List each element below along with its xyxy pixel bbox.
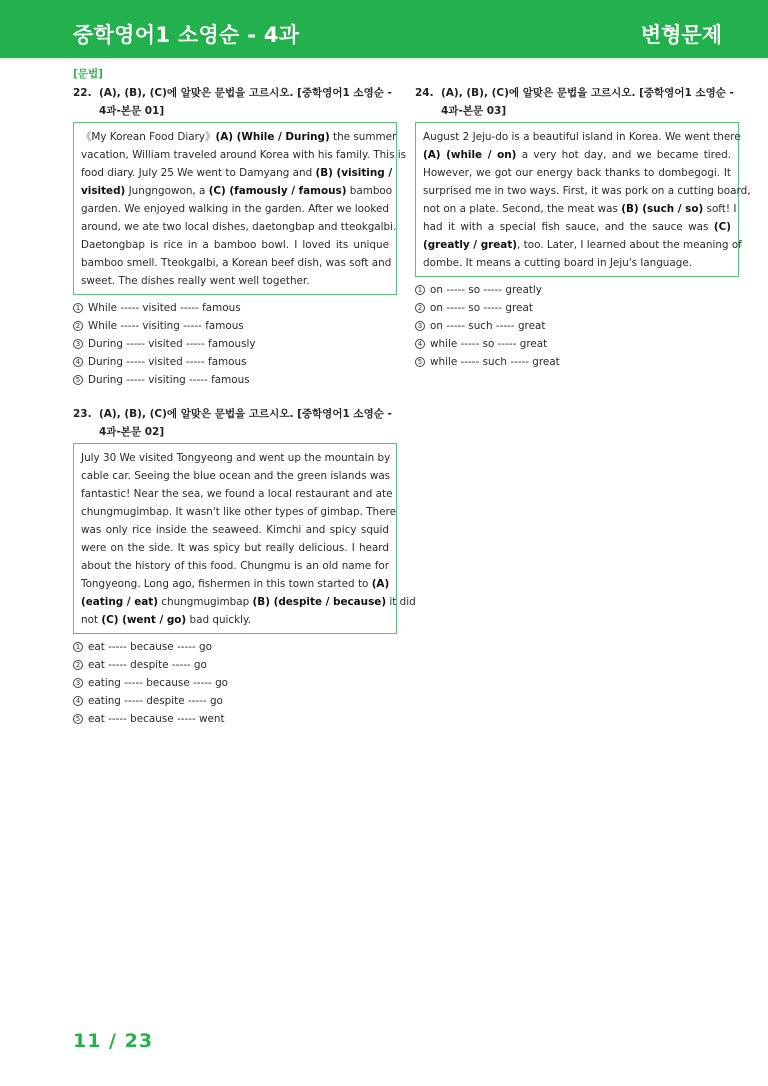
question-number: 22. <box>73 87 92 99</box>
answer-choice-5[interactable] <box>73 371 397 389</box>
passage-box <box>73 443 416 634</box>
blank-option: (A) <box>371 578 390 590</box>
choice-number-circle: 4 <box>73 357 83 367</box>
question-prompt-text: (A), (B), (C)에 알맞은 문법을 고르시오. [중학영어1 소영순 - <box>441 87 734 99</box>
choice-text: During ----- visiting ----- famous <box>88 374 250 386</box>
passage-line: (greatly / great), too. Later, I learned about the meaning of <box>423 239 742 251</box>
choice-number-circle: 2 <box>73 321 83 331</box>
passage-line: (eating / eat) chungmugimbap (B) (despite / because) it did <box>81 596 416 608</box>
passage-line: not (C) (went / go) bad quickly. <box>81 614 252 626</box>
answer-choice-4[interactable] <box>73 692 397 710</box>
blank-option: (eating / eat) <box>81 596 158 608</box>
answer-choice-2[interactable] <box>415 299 739 317</box>
answer-choice-5[interactable] <box>415 353 739 371</box>
passage-line: were on the side. It was spicy but really delicious. I heard <box>81 542 389 554</box>
answer-choices <box>415 281 739 371</box>
blank-option: (C) <box>713 221 731 233</box>
question-source: 4과-본문 01] <box>99 105 165 117</box>
choice-number-circle: 3 <box>415 321 425 331</box>
answer-choice-2[interactable] <box>73 656 397 674</box>
answer-choice-1[interactable] <box>415 281 739 299</box>
passage-line: around, we ate two local dishes, daetongbap and tteokgalbi. <box>81 221 397 233</box>
choice-text: while ----- such ----- great <box>430 356 560 368</box>
passage-box <box>415 122 751 277</box>
question-prompt <box>73 84 397 120</box>
choice-number-circle: 1 <box>73 303 83 313</box>
question-22 <box>73 84 407 389</box>
answer-choice-1[interactable] <box>73 638 397 656</box>
choice-number-circle: 4 <box>415 339 425 349</box>
page-number: 11 / 23 <box>73 1030 154 1052</box>
choice-number-circle: 3 <box>73 339 83 349</box>
passage-line: 《My Korean Food Diary》(A) (While / During) the summer <box>81 131 397 143</box>
choice-number-circle: 3 <box>73 678 83 688</box>
passage-line: fantastic! Near the sea, we found a local restaurant and ate <box>81 488 393 500</box>
choice-text: During ----- visited ----- famously <box>88 338 256 350</box>
blank-option: visited) <box>81 185 126 197</box>
question-number: 23. <box>73 408 92 420</box>
choice-text: while ----- so ----- great <box>430 338 548 350</box>
passage-line: July 30 We visited Tongyeong and went up the mountain by <box>81 452 391 464</box>
question-24 <box>415 84 751 371</box>
question-source: 4과-본문 03] <box>441 105 507 117</box>
header-category: 변형문제 <box>640 23 722 47</box>
blank-option: (B) (such / so) <box>621 203 704 215</box>
passage-line: cable car. Seeing the blue ocean and the green islands was <box>81 470 391 482</box>
answer-choices <box>73 299 397 389</box>
passage-line: bamboo smell. Tteokgalbi, a Korean beef dish, was soft and <box>81 257 392 269</box>
page-title: 중학영어1 소영순 - 4과 <box>73 23 300 47</box>
passage-line: had it with a special fish sauce, and the sauce was (C) <box>423 221 731 233</box>
answer-choice-2[interactable] <box>73 317 397 335</box>
blank-option: (A) (while / on) <box>423 149 517 161</box>
question-source: 4과-본문 02] <box>99 426 165 438</box>
choice-text: eating ----- despite ----- go <box>88 695 223 707</box>
answer-choice-1[interactable] <box>73 299 397 317</box>
right-column <box>415 84 751 371</box>
passage-line: was only rice inside the seaweed. Kimchi and spicy squid <box>81 524 389 536</box>
passage-line: dombe. It means a cutting board in Jeju's language. <box>423 257 693 269</box>
choice-text: During ----- visited ----- famous <box>88 356 247 368</box>
choice-number-circle: 1 <box>415 285 425 295</box>
question-prompt <box>73 405 397 441</box>
answer-choices <box>73 638 397 728</box>
choice-number-circle: 5 <box>415 357 425 367</box>
choice-text: on ----- so ----- greatly <box>430 284 542 296</box>
question-23 <box>73 405 416 728</box>
choice-text: While ----- visited ----- famous <box>88 302 241 314</box>
passage-line: (A) (while / on) a very hot day, and we became tired. <box>423 149 731 161</box>
passage-line: Daetongbap is rice in a bamboo bowl. I loved its unique <box>81 239 389 251</box>
answer-choice-5[interactable] <box>73 710 397 728</box>
choice-text: While ----- visiting ----- famous <box>88 320 244 332</box>
passage-line: about the history of this food. Chungmu is an old name for <box>81 560 389 572</box>
answer-choice-4[interactable] <box>415 335 739 353</box>
header-divider <box>0 58 768 61</box>
passage-line: sweet. The dishes really went well together. <box>81 275 310 287</box>
passage-line: garden. We enjoyed walking in the garden. After we looked <box>81 203 389 215</box>
choice-number-circle: 4 <box>73 696 83 706</box>
blank-option: (B) (despite / because) <box>252 596 387 608</box>
choice-text: eating ----- because ----- go <box>88 677 229 689</box>
passage-line: vacation, William traveled around Korea with his family. This is <box>81 149 407 161</box>
question-prompt-text: (A), (B), (C)에 알맞은 문법을 고르시오. [중학영어1 소영순 - <box>99 408 392 420</box>
choice-number-circle: 5 <box>73 714 83 724</box>
choice-text: on ----- such ----- great <box>430 320 546 332</box>
choice-text: eat ----- despite ----- go <box>88 659 207 671</box>
blank-option: (A) (While / During) <box>215 131 330 143</box>
passage-line: visited) Jungngowon, a (C) (famously / famous) bamboo <box>81 185 393 197</box>
passage-line: food diary. July 25 We went to Damyang and (B) (visiting / <box>81 167 393 179</box>
choice-number-circle: 1 <box>73 642 83 652</box>
blank-option: (C) (famously / famous) <box>208 185 347 197</box>
question-number: 24. <box>415 87 434 99</box>
answer-choice-3[interactable] <box>73 335 397 353</box>
answer-choice-3[interactable] <box>415 317 739 335</box>
choice-number-circle: 2 <box>415 303 425 313</box>
choice-text: eat ----- because ----- went <box>88 713 225 725</box>
passage-box <box>73 122 407 295</box>
passage-line: surprised me in two ways. First, it was pork on a cutting board, <box>423 185 751 197</box>
blank-option: (greatly / great) <box>423 239 518 251</box>
choice-text: on ----- so ----- great <box>430 302 533 314</box>
section-tag: [문법] <box>73 68 103 80</box>
page-header <box>0 0 768 58</box>
answer-choice-3[interactable] <box>73 674 397 692</box>
choice-text: eat ----- because ----- go <box>88 641 212 653</box>
passage-line: However, we got our energy back thanks to dombegogi. It <box>423 167 731 179</box>
question-prompt <box>415 84 739 120</box>
answer-choice-4[interactable] <box>73 353 397 371</box>
blank-option: (C) (went / go) <box>101 614 187 626</box>
passage-line: Tongyeong. Long ago, fishermen in this town started to (A) <box>81 578 390 590</box>
question-prompt-text: (A), (B), (C)에 알맞은 문법을 고르시오. [중학영어1 소영순 - <box>99 87 392 99</box>
choice-number-circle: 2 <box>73 660 83 670</box>
blank-option: (B) (visiting / <box>315 167 393 179</box>
passage-line: not on a plate. Second, the meat was (B) (such / so) soft! I <box>423 203 737 215</box>
passage-line: chungmugimbap. It wasn't like other types of gimbap. There <box>81 506 396 518</box>
choice-number-circle: 5 <box>73 375 83 385</box>
left-column <box>73 84 416 728</box>
passage-line: August 2 Jeju-do is a beautiful island in Korea. We went there <box>423 131 741 143</box>
